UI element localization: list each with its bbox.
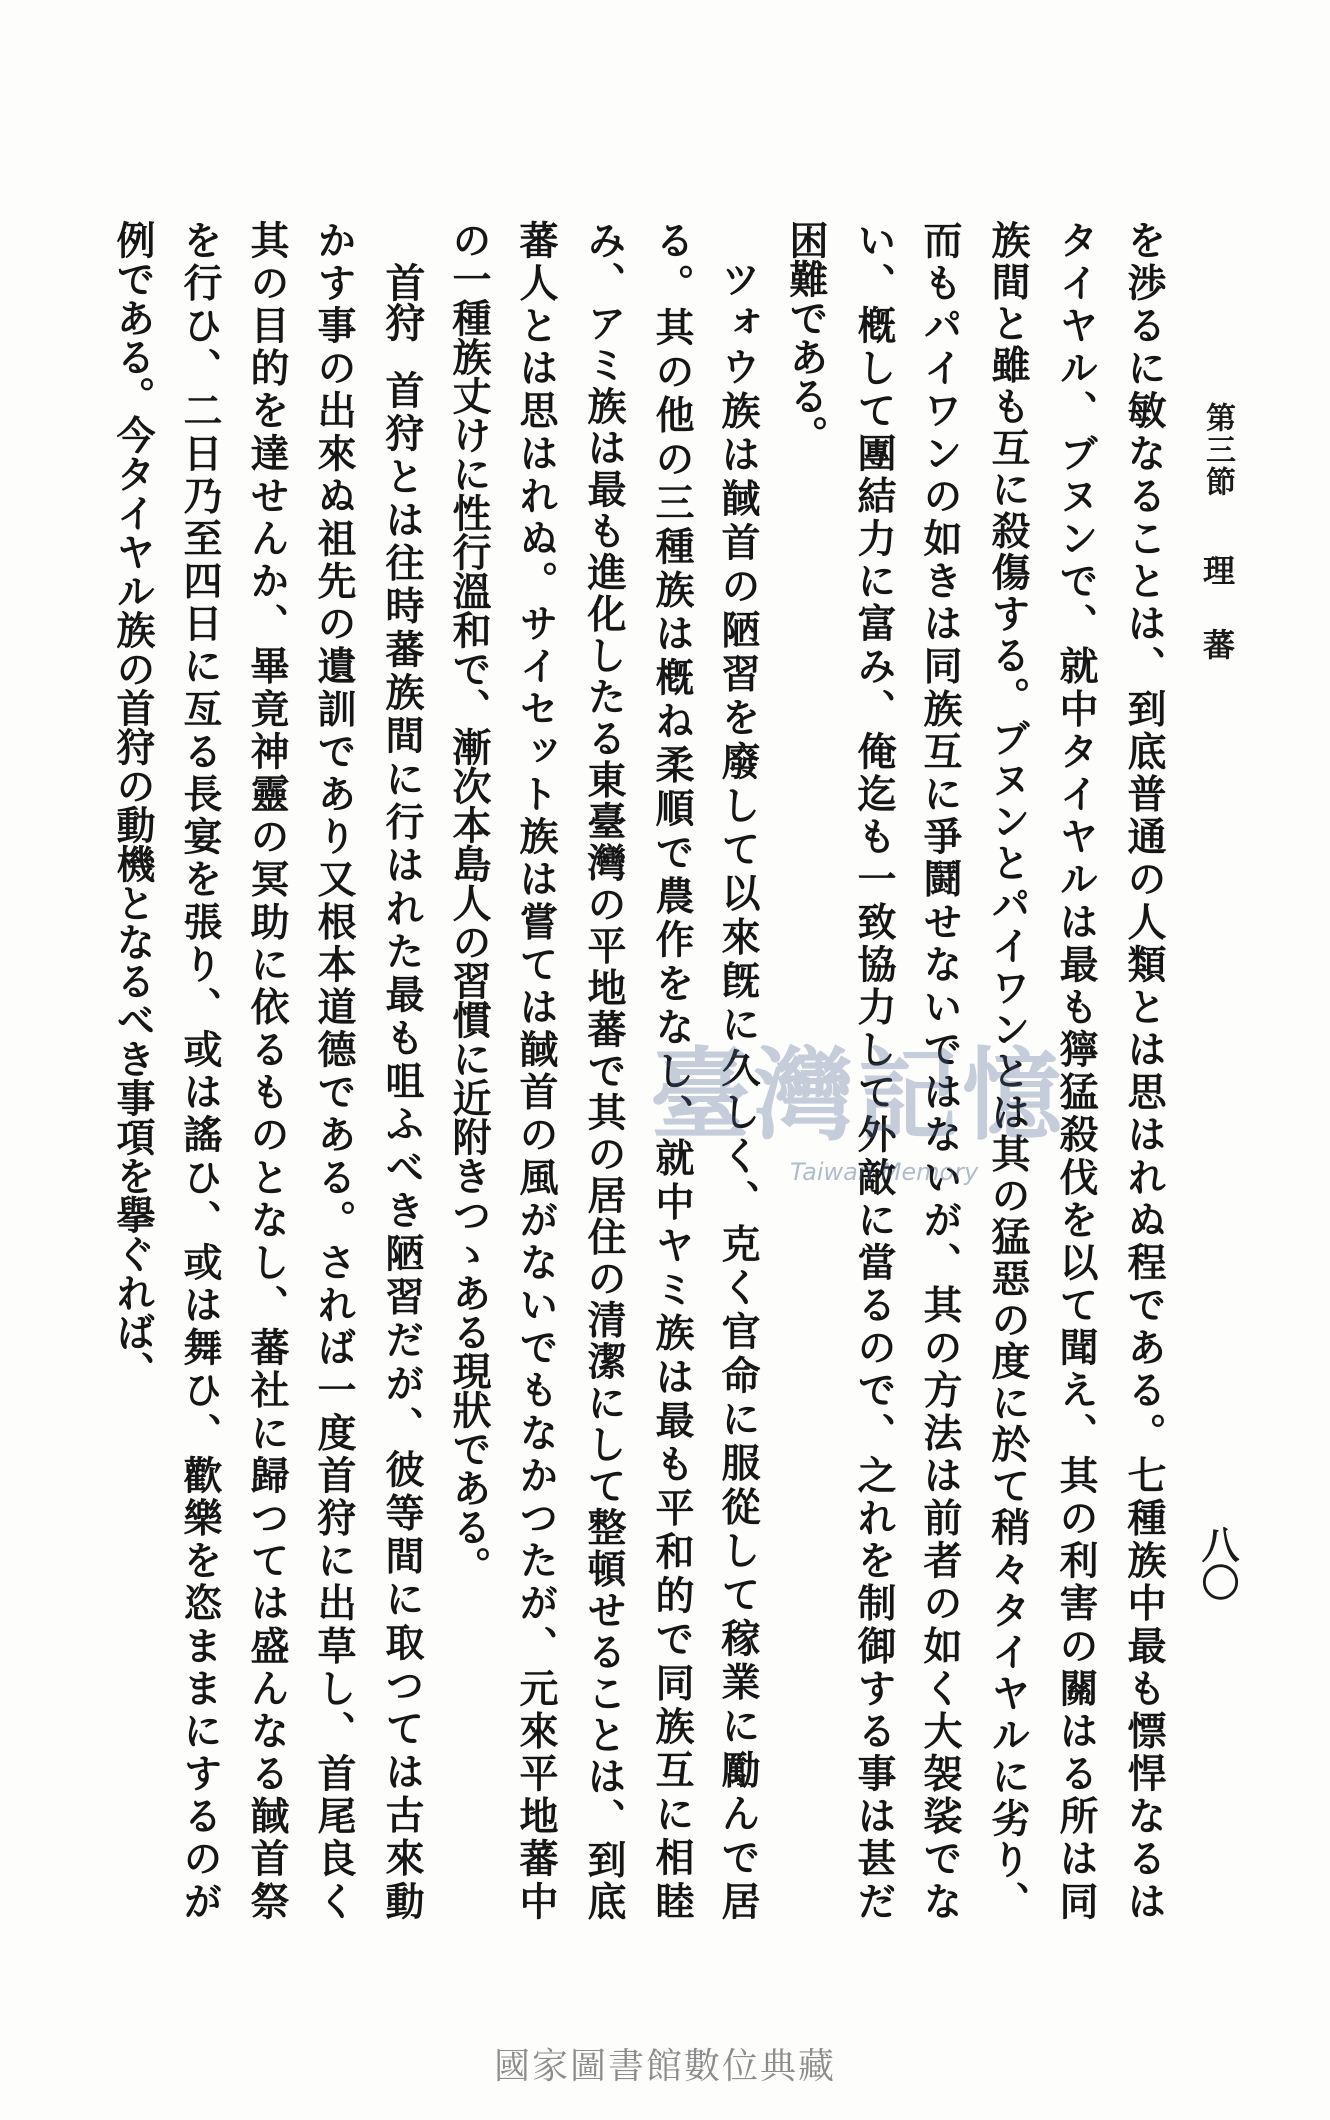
footer-credit: 國家圖書館數位典藏 [493,2046,836,2087]
watermark-logo: 臺灣記憶 [650,1036,1066,1154]
text-column-4: 而もパイワンの如きは同族互に爭鬪せないではないが、其の方法は前者の如く大袈裟でな [917,220,963,1920]
watermark-logo-subtitle: Taiwan Memory [790,1158,979,1186]
header-title-char-2: 蕃 [1198,628,1236,660]
text-column-14: 其の目的を達せんか、畢竟神靈の冥助に依るものとなし、蕃社に歸つては盛んなる馘首祭 [244,220,290,1920]
page-number: 八〇 [1195,1525,1240,1601]
text-column-16: 例である。今タイヤル族の首狩の動機となるべき事項を擧ぐれば、 [110,220,156,1390]
text-column-8: る。其の他の三種族は槪ね柔順で農作をなし、就中ヤミ族は最も平和的で同族互に相睦 [649,220,695,1921]
text-column-2: タイヤル、ブヌンで、就中タイヤルは最も獰猛殺伐を以て聞え、其の利害の關はる所は同 [1053,220,1099,1920]
text-column-6: 困難である。 [783,220,829,454]
text-column-9: み、アミ族は最も進化したる東臺灣の平地蕃で其の居住の清潔にして整頓せることは、到底 [581,220,627,1921]
header-section-number: 第三節 [1200,402,1235,498]
text-column-10: 蕃人とは思はれぬ。サイセット族は嘗ては馘首の風がないでもなかつたが、元來平地蕃中 [513,220,559,1920]
text-column-1: を渉るに敏なることは、到底普通の人類とは思はれぬ程である。七種族中最も慓悍なるは [1121,220,1167,1920]
text-column-5: い、槪して團結力に富み、俺迄も一致協力して外敵に當るので、之れを制御する事は甚だ [851,220,897,1920]
text-column-13: かす事の出來ぬ祖先の遺訓であり又根本道德である。されば一度首狩に出草し、首尾良く [311,220,357,1920]
text-column-11: の一種族丈けに性行溫和で、漸次本島人の習慣に近附きつゝある現狀である。 [446,220,492,1585]
text-column-7: ツォウ族は馘首の陋習を廢して以來旣に久しく、克く官命に服從して稼業に勵んで居 [715,259,761,1920]
header-title-char-1: 理 [1198,554,1236,586]
text-column-15: を行ひ、二日乃至四日に亙る長宴を張り、或は謠ひ、或は舞ひ、歡樂を恣ままにするのが [177,220,223,1920]
text-column-12: 首狩とは往時蕃族間に行はれた最も咀ふべき陋習だが、彼等間に取つては古來動 [379,370,425,1920]
text-column-3: 族間と雖も互に殺傷する。ブヌンとパイワンとは其の猛惡の度に於て稍々タイヤルに劣り、 [985,220,1031,1921]
section-heading: 首狩 [379,262,426,342]
